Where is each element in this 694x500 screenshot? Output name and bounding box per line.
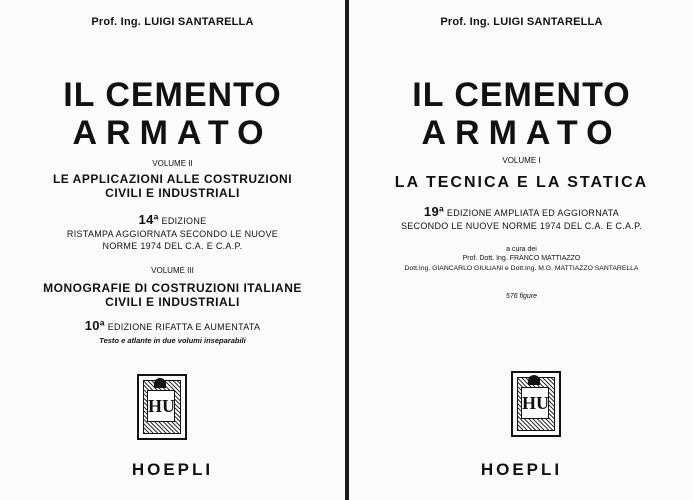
volume-title-line2: CIVILI E INDUSTRIALI [105, 295, 240, 309]
left-title-page [0, 0, 345, 500]
volume-label: VOLUME III [151, 266, 194, 275]
edition-line [0, 214, 345, 227]
edition-text: EDIZIONE [161, 216, 207, 226]
edition-number: 19ª [423, 204, 445, 219]
publisher-emblem [511, 371, 561, 437]
author-name: Prof. Ing. LUIGI SANTARELLA [440, 16, 603, 28]
volume-title: LA TECNICA E LA STATICA [394, 174, 649, 191]
edition-text: EDIZIONE AMPLIATA ED AGGIORNATA [446, 208, 620, 218]
emblem-monogram: HU [521, 387, 549, 419]
author-name: Prof. Ing. LUIGI SANTARELLA [91, 16, 254, 28]
publisher-emblem [137, 374, 187, 440]
curated-by-label: a cura dei [506, 246, 537, 253]
book-title-line2: ARMATO [72, 114, 273, 152]
edition-note-line2: NORME 1974 DEL C.A. E C.A.P. [102, 241, 243, 251]
publisher-name: HOEPLI [480, 460, 563, 479]
right-title-page [349, 0, 694, 500]
edition-line [0, 320, 345, 333]
edition-text: EDIZIONE RIFATTA E AUMENTATA [107, 322, 261, 332]
emblem-monogram: HU [147, 390, 175, 422]
book-title-line1: IL CEMENTO [63, 76, 282, 114]
book-title-line2: ARMATO [421, 114, 622, 152]
volume-note: Testo e atlante in due volumi inseparabili [99, 336, 246, 345]
publisher-name: HOEPLI [131, 460, 214, 479]
volume-label: VOLUME I [502, 156, 541, 165]
edition-number: 14ª [138, 212, 159, 227]
volume-title-line2: CIVILI E INDUSTRIALI [105, 186, 240, 200]
curator-line2: Dott.Ing. GIANCARLO GIULIANI e Dott.Ing. M.G. MATTIAZZO SANTARELLA [404, 265, 639, 272]
volume-title-line1: MONOGRAFIE DI COSTRUZIONI ITALIANE [43, 281, 302, 295]
edition-note: SECONDO LE NUOVE NORME 1974 DEL C.A. E C.A.P. [400, 221, 643, 231]
curator-line1: Prof. Dott. Ing. FRANCO MATTIAZZO [462, 255, 581, 262]
figures-count: 576 figure [505, 293, 538, 300]
book-title-line1: IL CEMENTO [412, 76, 631, 114]
edition-line [349, 206, 694, 219]
volume-title-line1: LE APPLICAZIONI ALLE COSTRUZIONI [52, 172, 293, 186]
edition-number: 10ª [84, 318, 105, 333]
volume-label: VOLUME II [152, 159, 193, 168]
edition-note-line1: RISTAMPA AGGIORNATA SECONDO LE NUOVE [66, 229, 279, 239]
